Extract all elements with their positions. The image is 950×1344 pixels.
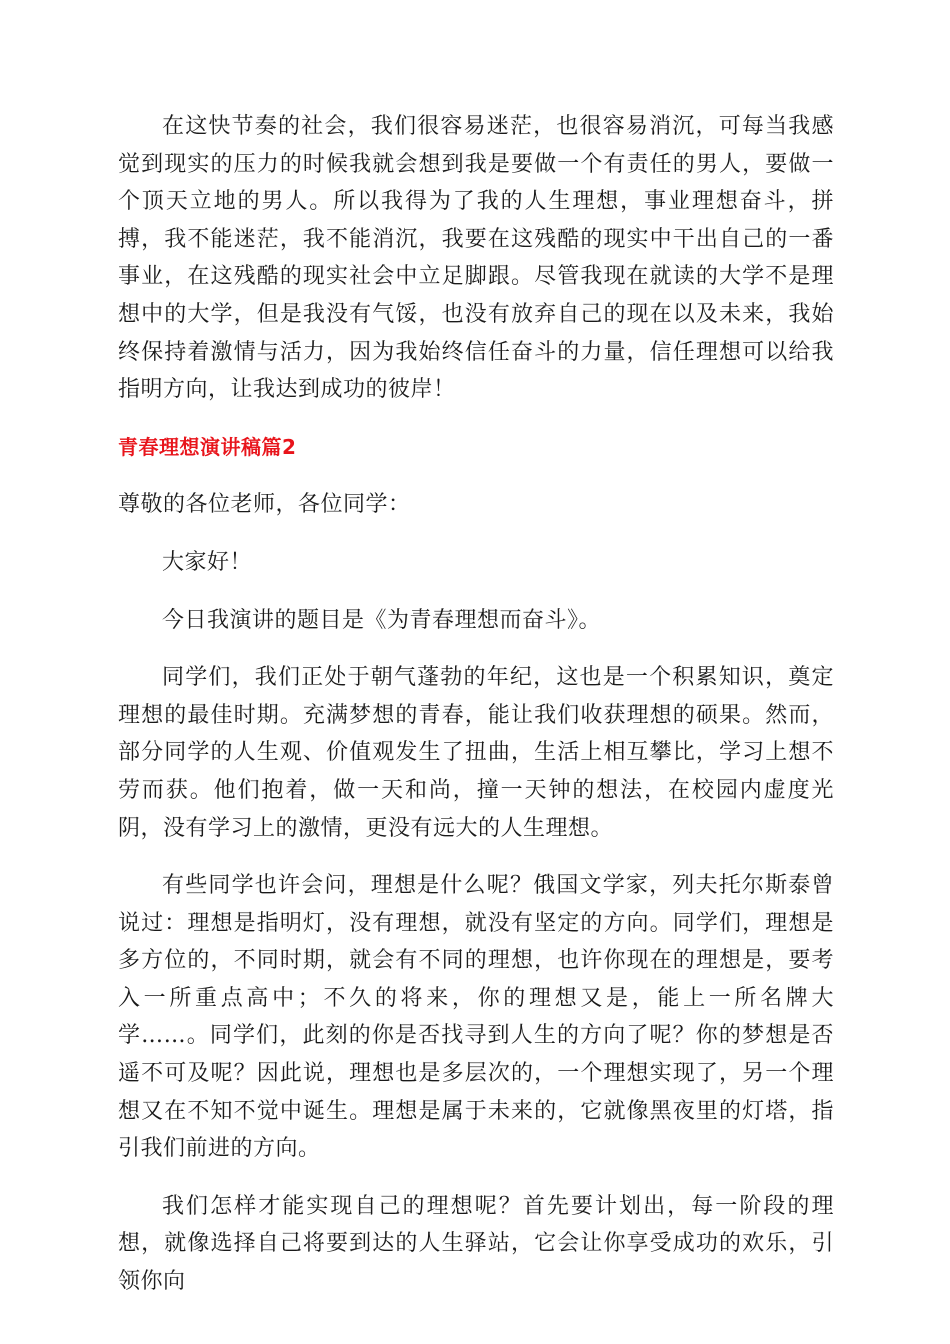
paragraph-3: 有些同学也许会问，理想是什么呢？俄国文学家，列夫托尔斯泰曾说过：理想是指明灯，没有理想，就没有坚定的方向。同学们，理想是多方位的，不同时期，就会有不同的理想，也许你现在的理想是，要考入一所重点高中；不久的将来，你的理想又是，能上一所名牌大学……。同学们，此刻的你是否找寻到人生的方向了呢？你的梦想是否遥不可及呢？因此说，理想也是多层次的，一个理想实现了，另一个理想又在不知不觉中诞生。理想是属于未来的，它就像黑夜里的灯塔，指引我们前进的方向。 — [118, 873, 834, 1162]
salutation: 尊敬的各位老师，各位同学： — [118, 492, 411, 518]
paragraph-2: 同学们，我们正处于朝气蓬勃的年纪，这也是一个积累知识，奠定理想的最佳时期。充满梦想的青春，能让我们收获理想的硕果。然而，部分同学的人生观、价值观发生了扭曲，生活上相互攀比，学习上想不劳而获。他们抱着，做一天和尚，撞一天钟的想法，在校园内虚度光阴，没有学习上的激情，更没有远大的人生理想。 — [118, 665, 834, 841]
speech-topic: 今日我演讲的题目是《为青春理想而奋斗》。 — [162, 607, 602, 633]
document-page — [118, 108, 834, 1321]
section-heading: 青春理想演讲稿篇2 — [118, 434, 297, 459]
greeting: 大家好！ — [162, 549, 253, 575]
paragraph-1: 在这快节奏的社会，我们很容易迷茫，也很容易消沉，可每当我感觉到现实的压力的时候我就会想到我是要做一个有责任的男人，要做一个顶天立地的男人。所以我得为了我的人生理想，事业理想奋斗，拼搏，我不能迷茫，我不能消沉，我要在这残酷的现实中干出自己的一番事业，在这残酷的现实社会中立足脚跟。尽管我现在就读的大学不是理想中的大学，但是我没有气馁，也没有放弃自己的现在以及未来，我始终保持着激情与活力，因为我始终信任奋斗的力量，信任理想可以给我指明方向，让我达到成功的彼岸！ — [118, 114, 834, 403]
paragraph-4: 我们怎样才能实现自己的理想呢？首先要计划出，每一阶段的理想，就像选择自己将要到达的人生驿站，它会让你享受成功的欢乐，引领你向 — [118, 1193, 834, 1295]
